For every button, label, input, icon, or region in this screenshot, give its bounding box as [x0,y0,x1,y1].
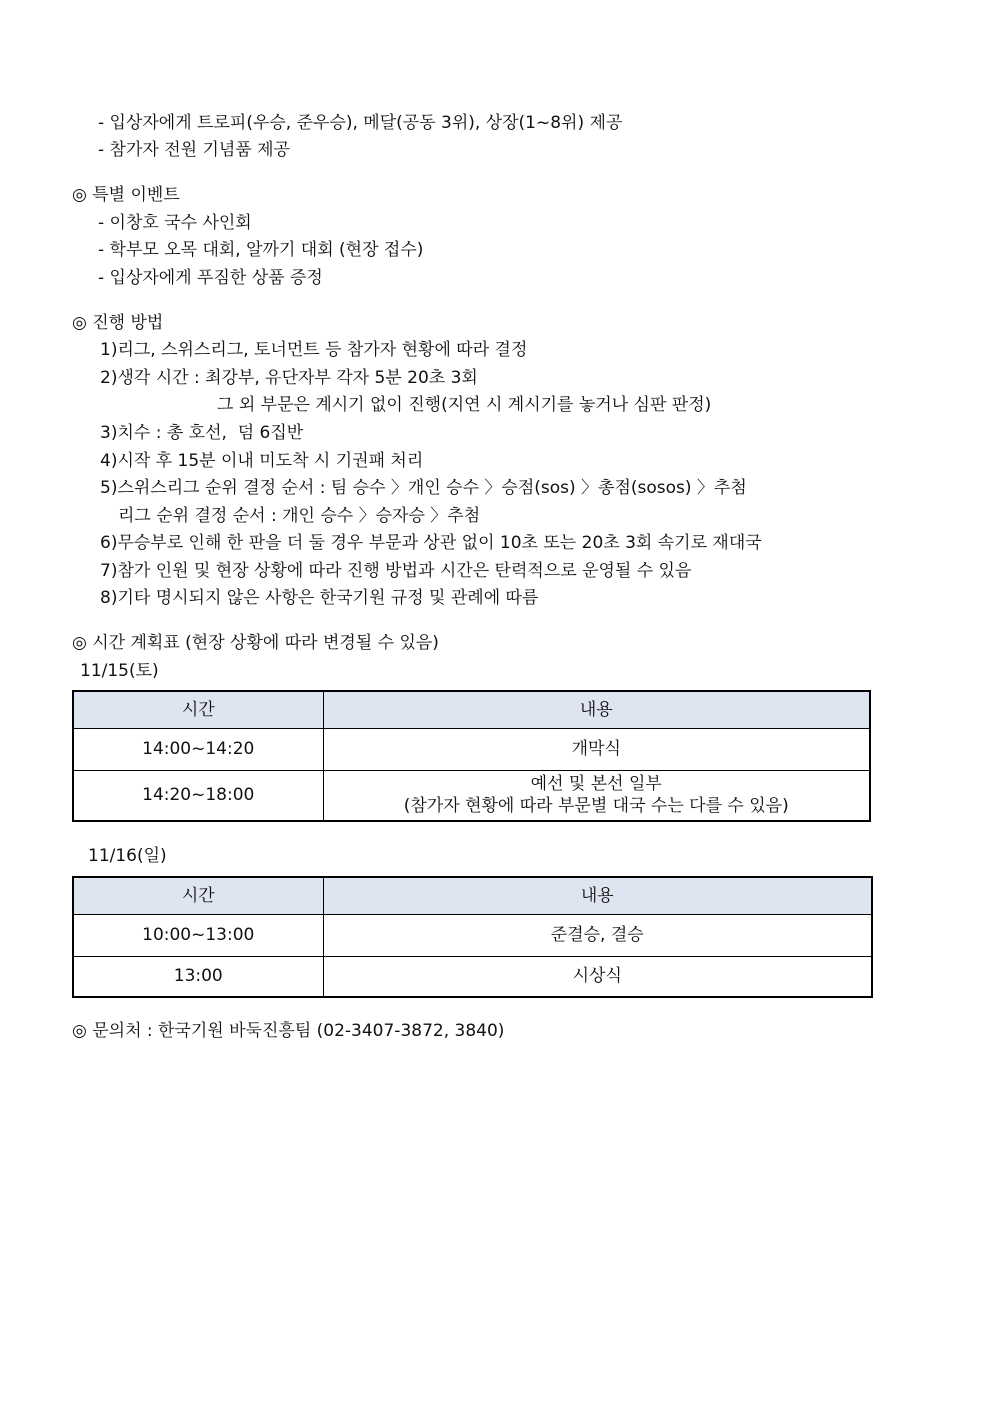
header-content: 내용 [323,877,872,914]
header-content: 내용 [323,691,870,728]
method-item: 1)리그, 스위스리그, 토너먼트 등 참가자 현황에 따라 결정 [100,340,528,360]
schedule-table-day1 [72,690,871,822]
cell-content: 개막식 [323,728,870,770]
cell-content-line: 예선 및 본선 일부 [530,774,662,795]
header-time: 시간 [73,691,323,728]
table-header-row [73,691,870,728]
schedule-day2-date: 11/16(일) [88,846,167,866]
table-header-row [73,877,872,914]
special-event-item: - 이창호 국수 사인회 [98,213,252,233]
cell-time: 13:00 [73,956,323,997]
method-item: 7)참가 인원 및 현장 상황에 따라 진행 방법과 시간은 탄력적으로 운영될 수 있음 [100,561,692,581]
award-line-trophy: - 입상자에게 트로피(우승, 준우승), 메달(공동 3위), 상장(1~8위) 제공 [98,113,623,133]
table-row [73,914,872,956]
method-item: 리그 순위 결정 순서 : 개인 승수 〉승자승 〉추첨 [118,506,481,526]
method-item: 8)기타 명시되지 않은 사항은 한국기원 규정 및 관례에 따름 [100,588,539,608]
special-event-item: - 입상자에게 푸짐한 상품 증정 [98,268,323,288]
table-row [73,728,870,770]
cell-time: 14:20~18:00 [73,770,323,821]
table-row [73,770,870,821]
method-item: 3)치수 : 총 호선, 덤 6집반 [100,423,304,443]
special-event-item: - 학부모 오목 대회, 알까기 대회 (현장 접수) [98,240,424,260]
method-item: 그 외 부문은 계시기 없이 진행(지연 시 계시기를 놓거나 심판 판정) [217,395,712,415]
cell-content [323,770,870,821]
special-event-heading: ◎ 특별 이벤트 [72,185,180,205]
schedule-day1-date: 11/15(토) [80,661,159,681]
method-item: 4)시작 후 15분 이내 미도착 시 기권패 처리 [100,451,424,471]
award-line-souvenir: - 참가자 전원 기념품 제공 [98,140,290,160]
contact-info: ◎ 문의처 : 한국기원 바둑진흥팀 (02-3407-3872, 3840) [72,1021,505,1041]
cell-time: 14:00~14:20 [73,728,323,770]
schedule-heading: ◎ 시간 계획표 (현장 상황에 따라 변경될 수 있음) [72,633,439,653]
method-item: 6)무승부로 인해 한 판을 더 둘 경우 부문과 상관 없이 10초 또는 20초 3회 속기로 재대국 [100,533,762,553]
method-heading: ◎ 진행 방법 [72,313,164,333]
cell-content-note: (참가자 현황에 따라 부문별 대국 수는 다를 수 있음) [403,796,789,817]
method-item: 5)스위스리그 순위 결정 순서 : 팀 승수 〉개인 승수 〉승점(sos) 〉총점(sosos) 〉추첨 [100,478,747,498]
cell-time: 10:00~13:00 [73,914,323,956]
header-time: 시간 [73,877,323,914]
method-item: 2)생각 시간 : 최강부, 유단자부 각자 5분 20초 3회 [100,368,478,388]
cell-content: 준결승, 결승 [323,914,872,956]
schedule-table-day2 [72,876,873,998]
table-row [73,956,872,997]
cell-content: 시상식 [323,956,872,997]
